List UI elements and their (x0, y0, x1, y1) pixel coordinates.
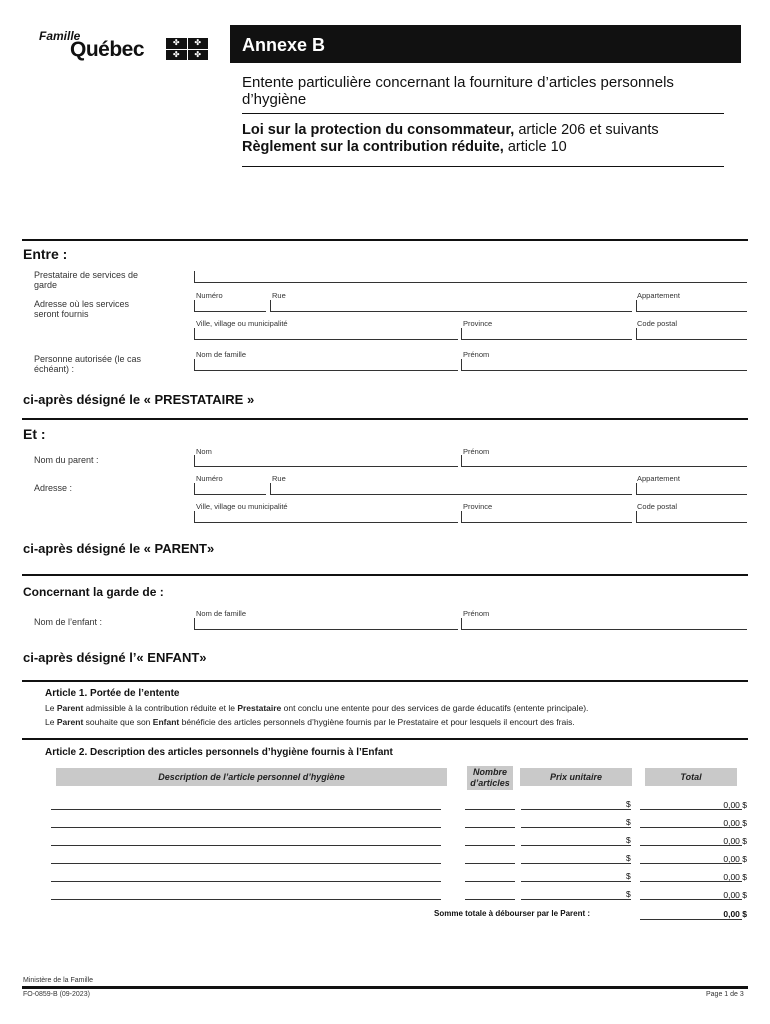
prestataire-field[interactable] (194, 271, 747, 283)
nom-parent-label: Nom du parent : (34, 455, 99, 465)
section-divider (22, 738, 748, 740)
adresse-services-label: Adresse où les services seront fournis (34, 299, 130, 319)
footer-ministere: Ministère de la Famille (23, 977, 94, 984)
numero-label: Numéro (196, 474, 223, 483)
article1-title: Article 1. Portée de l’entente (45, 688, 180, 699)
row-description-field[interactable] (51, 881, 441, 882)
appartement-field[interactable] (636, 300, 747, 312)
prenom-label: Prénom (463, 350, 490, 359)
row-total-amount: 0,00 $ (723, 818, 747, 828)
rue-label: Rue (272, 474, 286, 483)
row-dollar-sign: $ (626, 835, 631, 845)
row-description-field[interactable] (51, 863, 441, 864)
nom-famille-label: Nom de famille (196, 609, 247, 618)
logo-famille: Famille (39, 29, 81, 43)
numero-label: Numéro (196, 291, 223, 300)
footer-form-code: FO-0859-B (09-2023) (23, 991, 90, 998)
code-postal-label: Code postal (637, 319, 678, 328)
parent-code-postal-field[interactable] (636, 511, 747, 523)
nom-famille-label: Nom de famille (196, 350, 247, 359)
row-nombre-field[interactable] (465, 845, 515, 846)
row-dollar-sign: $ (626, 853, 631, 863)
annex-title: Annexe B (242, 35, 326, 55)
parent-nom-field[interactable] (194, 455, 458, 467)
row-prix-field[interactable] (521, 899, 631, 900)
numero-field[interactable] (194, 300, 266, 312)
parent-prenom-field[interactable] (461, 455, 747, 467)
nom-famille-field[interactable] (194, 359, 458, 371)
designe-prestataire: ci-après désigné le « PRESTATAIRE » (23, 392, 255, 407)
section-divider (22, 574, 748, 576)
row-nombre-field[interactable] (465, 881, 515, 882)
row-prix-field[interactable] (521, 809, 631, 810)
enfant-nom-famille-field[interactable] (194, 618, 458, 630)
total-field[interactable] (640, 919, 742, 920)
col-prix-header: Prix unitaire (520, 768, 632, 786)
row-prix-field[interactable] (521, 863, 631, 864)
appartement-label: Appartement (637, 474, 680, 483)
designe-parent: ci-après désigné le « PARENT» (23, 541, 215, 556)
row-nombre-field[interactable] (465, 899, 515, 900)
law-reference-1: Loi sur la protection du consommateur, article 206 et suivants (242, 122, 659, 138)
row-nombre-field[interactable] (465, 827, 515, 828)
enfant-prenom-field[interactable] (461, 618, 747, 630)
row-description-field[interactable] (51, 899, 441, 900)
logo-quebec: Québec (70, 38, 145, 61)
prenom-label: Prénom (463, 447, 490, 456)
ville-field[interactable] (194, 328, 458, 340)
law-divider (242, 166, 724, 167)
title-divider (242, 113, 724, 114)
article1-line1: Le Parent admissible à la contribution réduite et le Prestataire ont conclu une entente pour des services de garde éducatifs (entente principale). (45, 703, 589, 713)
appartement-label: Appartement (637, 291, 680, 300)
row-nombre-field[interactable] (465, 863, 515, 864)
adresse-parent-label: Adresse : (34, 483, 73, 493)
document-title: Entente particulière concernant la fourniture d’articles personnels d’hygiène (242, 74, 674, 108)
rue-field[interactable] (270, 300, 632, 312)
total-amount: 0,00 $ (723, 909, 747, 919)
row-prix-field[interactable] (521, 881, 631, 882)
province-label: Province (463, 319, 493, 328)
row-total-amount: 0,00 $ (723, 800, 747, 810)
nom-label: Nom (196, 447, 212, 456)
ville-label: Ville, village ou municipalité (196, 502, 288, 511)
parent-ville-field[interactable] (194, 511, 458, 523)
parent-rue-field[interactable] (270, 483, 632, 495)
fleur-de-lys-icon: ✤ ✤ ✤ ✤ (166, 38, 208, 60)
prenom-field[interactable] (461, 359, 747, 371)
row-nombre-field[interactable] (465, 809, 515, 810)
row-description-field[interactable] (51, 809, 441, 810)
code-postal-label: Code postal (637, 502, 678, 511)
law-reference-2: Règlement sur la contribution réduite, article 10 (242, 139, 567, 155)
total-label: Somme totale à débourser par le Parent : (434, 909, 591, 918)
row-prix-field[interactable] (521, 845, 631, 846)
row-dollar-sign: $ (626, 871, 631, 881)
article1-line2: Le Parent souhaite que son Enfant bénéficie des articles personnels d’hygiène fournis par le Prestataire et pour lesquels il encourt des frais. (45, 717, 575, 727)
section-divider (22, 418, 748, 420)
prenom-label: Prénom (463, 609, 490, 618)
designe-enfant: ci-après désigné l’« ENFANT» (23, 650, 207, 665)
entre-heading: Entre : (23, 246, 68, 262)
ville-label: Ville, village ou municipalité (196, 319, 288, 328)
province-label: Province (463, 502, 493, 511)
row-dollar-sign: $ (626, 889, 631, 899)
parent-numero-field[interactable] (194, 483, 266, 495)
col-total-header: Total (645, 768, 737, 786)
footer-page-number: Page 1 de 3 (706, 991, 744, 998)
row-total-amount: 0,00 $ (723, 872, 747, 882)
row-description-field[interactable] (51, 827, 441, 828)
section-divider (22, 680, 748, 682)
garde-heading: Concernant la garde de : (23, 585, 164, 599)
province-field[interactable] (461, 328, 632, 340)
row-prix-field[interactable] (521, 827, 631, 828)
row-total-amount: 0,00 $ (723, 836, 747, 846)
code-postal-field[interactable] (636, 328, 747, 340)
col-description-header: Description de l’article personnel d’hygiène (56, 768, 447, 786)
footer-rule (22, 986, 748, 989)
row-description-field[interactable] (51, 845, 441, 846)
parent-province-field[interactable] (461, 511, 632, 523)
rue-label: Rue (272, 291, 286, 300)
col-nombre-header: Nombre d’articles (467, 766, 513, 790)
row-total-amount: 0,00 $ (723, 854, 747, 864)
parent-appartement-field[interactable] (636, 483, 747, 495)
et-heading: Et : (23, 426, 46, 442)
personne-autorisee-label: Personne autorisée (le cas échéant) : (34, 354, 142, 374)
article2-title: Article 2. Description des articles personnels d’hygiène fournis à l’Enfant (45, 747, 393, 758)
prestataire-label: Prestataire de services de garde (34, 270, 139, 290)
section-divider (22, 239, 748, 241)
row-total-amount: 0,00 $ (723, 890, 747, 900)
row-dollar-sign: $ (626, 817, 631, 827)
row-dollar-sign: $ (626, 799, 631, 809)
nom-enfant-label: Nom de l’enfant : (34, 617, 103, 627)
